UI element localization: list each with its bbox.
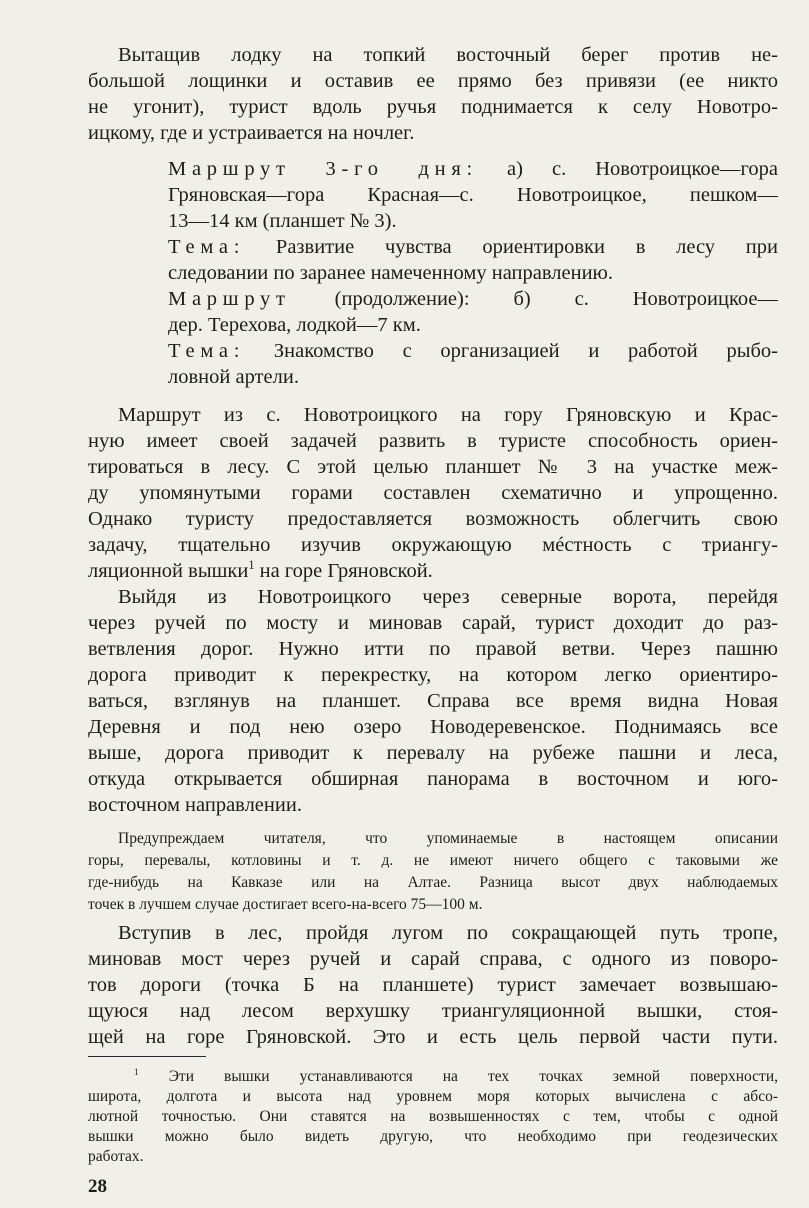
para3-line: щуюся над лесом верхушку триангуляционной вышки, стоя-	[88, 1000, 778, 1022]
intro-line: не угонит), турист вдоль ручья поднимается к селу Новотро-	[88, 96, 778, 118]
para1-line: Однако туристу предоставляется возможность облегчить свою	[88, 508, 778, 530]
para2-line: Выйдя из Новотроицкого через северные ворота, перейдя	[118, 586, 778, 608]
page-number: 28	[88, 1176, 107, 1197]
route-line-3: 13—14 км (планшет № 3).	[168, 210, 397, 232]
para2-line: ваться, взглянув на планшет. Справа все время видна Новая	[88, 690, 778, 712]
para2-line: откуда открывается обширная панорама в восточном и юго-	[88, 768, 778, 790]
note-line: горы, перевалы, котловины и т. д. не имеют ничего общего с таковыми же	[88, 852, 778, 869]
para2-line: выше, дорога приводит к перевалу на рубеже пашни и леса,	[88, 742, 778, 764]
para1-line: ную имеет своей задачей развить в туристе способность ориен-	[88, 430, 778, 452]
para1-text: ляционной вышки	[88, 560, 249, 582]
route-line-1	[168, 158, 778, 181]
para3-line: щей на горе Гряновской. Это и есть цель первой части пути.	[88, 1026, 778, 1048]
note-line: где-нибудь на Кавказе или на Алтае. Разница высот двух наблюдаемых	[88, 874, 778, 891]
route-line-5: дер. Терехова, лодкой—7 км.	[168, 314, 421, 336]
para3-line: миновав мост через ручей и сарай справа, с одного из поворо-	[88, 948, 778, 970]
para2-line: восточном направлении.	[88, 794, 302, 816]
theme-line-4: ловной артели.	[168, 366, 299, 388]
footnote-line: широта, долгота и высота над уровнем моря которых вычислена с абсо-	[88, 1088, 778, 1105]
para1-line: ду упомянутыми горами составлен схематично и упрощенно.	[88, 482, 778, 504]
footnote-ref: 1	[248, 558, 255, 573]
route-text: (продолжение): б) с. Новотроицкое—	[290, 288, 778, 310]
route-line-4	[168, 288, 778, 311]
route-label: Маршрут 3-го дня:	[168, 158, 478, 180]
para1-line: тироваться в лесу. С этой целью планшет № 3 на участке меж-	[88, 456, 778, 478]
intro-line: Вытащив лодку на топкий восточный берег против не-	[118, 44, 778, 66]
route-line-2: Гряновская—гора Красная—с. Новотроицкое, пешком—	[168, 184, 778, 206]
footnote-line: вышки можно было видеть другую, что необходимо при геодезических	[88, 1128, 778, 1145]
theme-label: Тема:	[168, 340, 246, 362]
route-text: а) с. Новотроицкое—гора	[477, 158, 778, 180]
para1-line: задачу, тщательно изучив окружающую мéстность с триангу-	[88, 534, 778, 556]
footnote-rule	[88, 1056, 206, 1057]
theme-line-3	[168, 340, 778, 363]
intro-line: большой лощинки и оставив ее прямо без привязи (ее никто	[88, 70, 778, 92]
para1-line: Маршрут из с. Новотроицкого на гору Гряновскую и Крас-	[118, 404, 778, 426]
theme-line-2: следовании по заранее намеченному направлению.	[168, 262, 613, 284]
note-line: точек в лучшем случае достигает всего-на-всего 75—100 м.	[88, 896, 483, 913]
theme-label: Тема:	[168, 236, 246, 258]
route-label: Маршрут	[168, 288, 291, 310]
para2-line: через ручей по мосту и миновав сарай, турист доходит до раз-	[88, 612, 778, 634]
para1-text: на горе Гряновской.	[254, 560, 433, 582]
theme-text: Знакомство с организацией и работой рыбо-	[245, 340, 778, 362]
footnote-line: работах.	[88, 1148, 144, 1165]
footnote-mark: 1	[134, 1067, 139, 1078]
para2-line: дорога приводит к перекрестку, на котором легко ориентиро-	[88, 664, 778, 686]
para3-line: Вступив в лес, пройдя лугом по сокращающей путь тропе,	[118, 922, 778, 944]
para2-line: ветвления дорог. Нужно итти по правой ветви. Через пашню	[88, 638, 778, 660]
para3-line: тов дороги (точка Б на планшете) турист замечает возвышаю-	[88, 974, 778, 996]
intro-line: ицкому, где и устраивается на ночлег.	[88, 122, 415, 144]
para1-last-line	[88, 560, 778, 583]
footnote-text: Эти вышки устанавливаются на тех точках земной поверхности,	[138, 1068, 778, 1085]
footnote-line: лютной точностью. Они ставятся на возвышенностях с тем, чтобы с одной	[88, 1108, 778, 1125]
para2-line: Деревня и под нею озеро Новодеревенское. Поднимаясь все	[88, 716, 778, 738]
theme-text: Развитие чувства ориентировки в лесу при	[245, 236, 778, 258]
footnote-line	[134, 1068, 778, 1086]
note-line: Предупреждаем читателя, что упоминаемые в настоящем описании	[118, 830, 778, 847]
theme-line-1	[168, 236, 778, 259]
